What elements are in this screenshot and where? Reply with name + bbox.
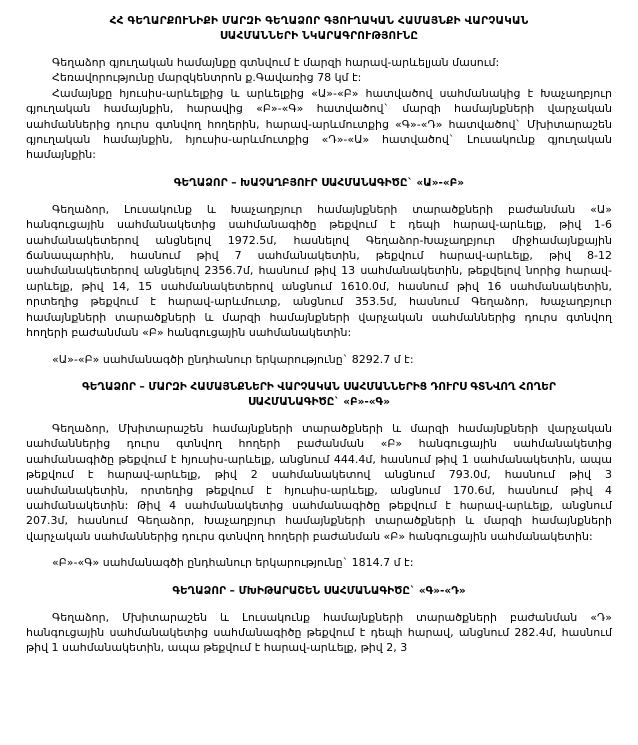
section-2-paragraph: Գեղաձոր, Մխիտարաշեն համայնքների տարածքների և մարզի համայնքների վարչական սահմաններից դուրս գտնվող հողերի բաժանման «Բ» հանգուցային սահմանակետից սահմանագիծը թեքվում է հյուսիս-արևելք, անցնում 444.4մ, հասնում թիվ 1 սահմանակետին, ապա թեքվում է հարավ-արևելք, թիվ 2 սահմանակետով անցնում 793.0մ, հասնում թիվ 3 սահմանակետին, որտեղից թեքվում է հյուսիս-արևելք, անցնում 170.6մ, հասնում թիվ 4 սահմանակետին: Թիվ 4 սահմանակետից սահմանագիծը թեքվում է հարավ-արևելք, անցնում 207.3մ, հասնում Գեղաձոր, Խաչաղբյուր համայնքների տարածքների և մարզի համայնքների վարչական սահմաններից դուրս գտնվող հողերի բաժանման «Բ» հանգուցային սահմանակետին: xyxy=(26,421,612,543)
page-title-line-2: ՍԱՀՄԱՆՆԵՐԻ ՆԿԱՐԱԳՐՈՒԹՅՈՒՆԸ xyxy=(219,30,419,42)
page-title xyxy=(26,14,612,44)
section-heading-1 xyxy=(26,176,612,191)
section-heading-2 xyxy=(26,380,612,410)
section-heading-2-line-1: ԳԵՂԱՁՈՐ – ՄԱՐԶԻ ՀԱՄԱՅՆՔՆԵՐԻ ՎԱՐՉԱԿԱՆ ՍԱՀՄԱՆՆԵՐԻՑ ԴՈՒՐՍ ԳՏՆՎՈՂ ՀՈՂԵՐ xyxy=(82,380,556,393)
section-3-paragraph: Գեղաձոր, Մխիտարաշեն և Լուսակունք համայնքների տարածքների բաժանման «Դ» հանգուցային սահմանակետից սահմանագիծը թեքվում է դեպի հարավ, անցնում 282.4մ, հասնում թիվ 1 սահմանակետին, ապա թեքվում է հարավ-արևելք, թիվ 2, 3 xyxy=(26,610,612,655)
intro-paragraph-3: Համայնքը հյուսիս-արևելքից և արևելքից «Ա»-«Բ» հատվածով սահմանակից է Խաչաղբյուր գյուղական համայնքին, հարավից «Բ»-«Գ» հատվածով` մարզի համայնքների վարչական սահմաններից դուրս գտնվող հողերին, հարավ-արևմուտքից «Գ»-«Դ» հատվածով` Մխիտարաշեն գյուղական համայնքին, հյուսիս-արևմուտքից «Դ»-«Ա» հատվածով` Լուսակունք գյուղական համայնքին: xyxy=(26,86,612,162)
intro-paragraph-2: Հեռավորությունը մարզկենտրոն ք.Գավառից 78 կմ է: xyxy=(52,71,362,85)
intro-paragraph-1: Գեղաձոր գյուղական համայնքը գտնվում է մարզի հարավ-արևելյան մասում: xyxy=(52,56,500,69)
section-2-length: «Բ»-«Գ» սահմանագծի ընդհանուր երկարությունը` 1814.7 մ է: xyxy=(52,556,414,570)
section-heading-3 xyxy=(26,584,612,599)
page-title-line-1: ՀՀ ԳԵՂԱՐՔՈՒՆԻՔԻ ՄԱՐԶԻ ԳԵՂԱՁՈՐ ԳՅՈՒՂԱԿԱՆ ՀԱՄԱՅՆՔԻ ՎԱՐՉԱԿԱՆ xyxy=(109,15,529,27)
section-heading-1-line-1: ԳԵՂԱՁՈՐ – ԽԱՉԱՂԲՅՈՒՐ ՍԱՀՄԱՆԱԳԻԾԸ` «Ա»-«Բ» xyxy=(173,176,465,189)
section-1-paragraph: Գեղաձոր, Լուսակունք և Խաչաղբյուր համայնքների տարածքների բաժանման «Ա» հանգուցային սահմանակետից սահմանագիծը թեքվում է դեպի հարավ-արևելք, թիվ 1-6 սահմանակետերով անցնելով 1972.5մ, հասնելով Գեղաձոր-Խաչաղբյուր միջհամայնքային ճանապարհին, հասնում թիվ 7 սահմանակետին, թեքվում հարավ-արևելք, թիվ 8-12 սահմանակետերով անցնելով 2356.7մ, հասնում թիվ 13 սահմանակետին, թեքվելով նորից հարավ-արևելք, թիվ 14, 15 սահմանակետերով անցնում 1610.0մ, հասնում թիվ 16 սահմանակետին, որտեղից թեքվում է հարավ-արևմուտք, անցնում 353.5մ, հասնում Գեղաձոր, Խաչաղբյուր համայնքների տարածքների և մարզի համայնքների վարչական սահմաններից դուրս գտնվող հողերի բաժանման «Բ» հանգուցային սահմանակետին: xyxy=(26,202,612,340)
section-heading-2-line-2: ՍԱՀՄԱՆԱԳԻԾԸ` «Բ»-«Գ» xyxy=(248,395,390,408)
section-1-length: «Ա»-«Բ» սահմանագծի ընդհանուր երկարությունը` 8292.7 մ է: xyxy=(52,352,414,366)
section-heading-3-line-1: ԳԵՂԱՁՈՐ – ՄԽԻԹԱՐԱՇԵՆ ՍԱՀՄԱՆԱԳԻԾԸ` «Գ»-«Դ» xyxy=(172,584,466,597)
